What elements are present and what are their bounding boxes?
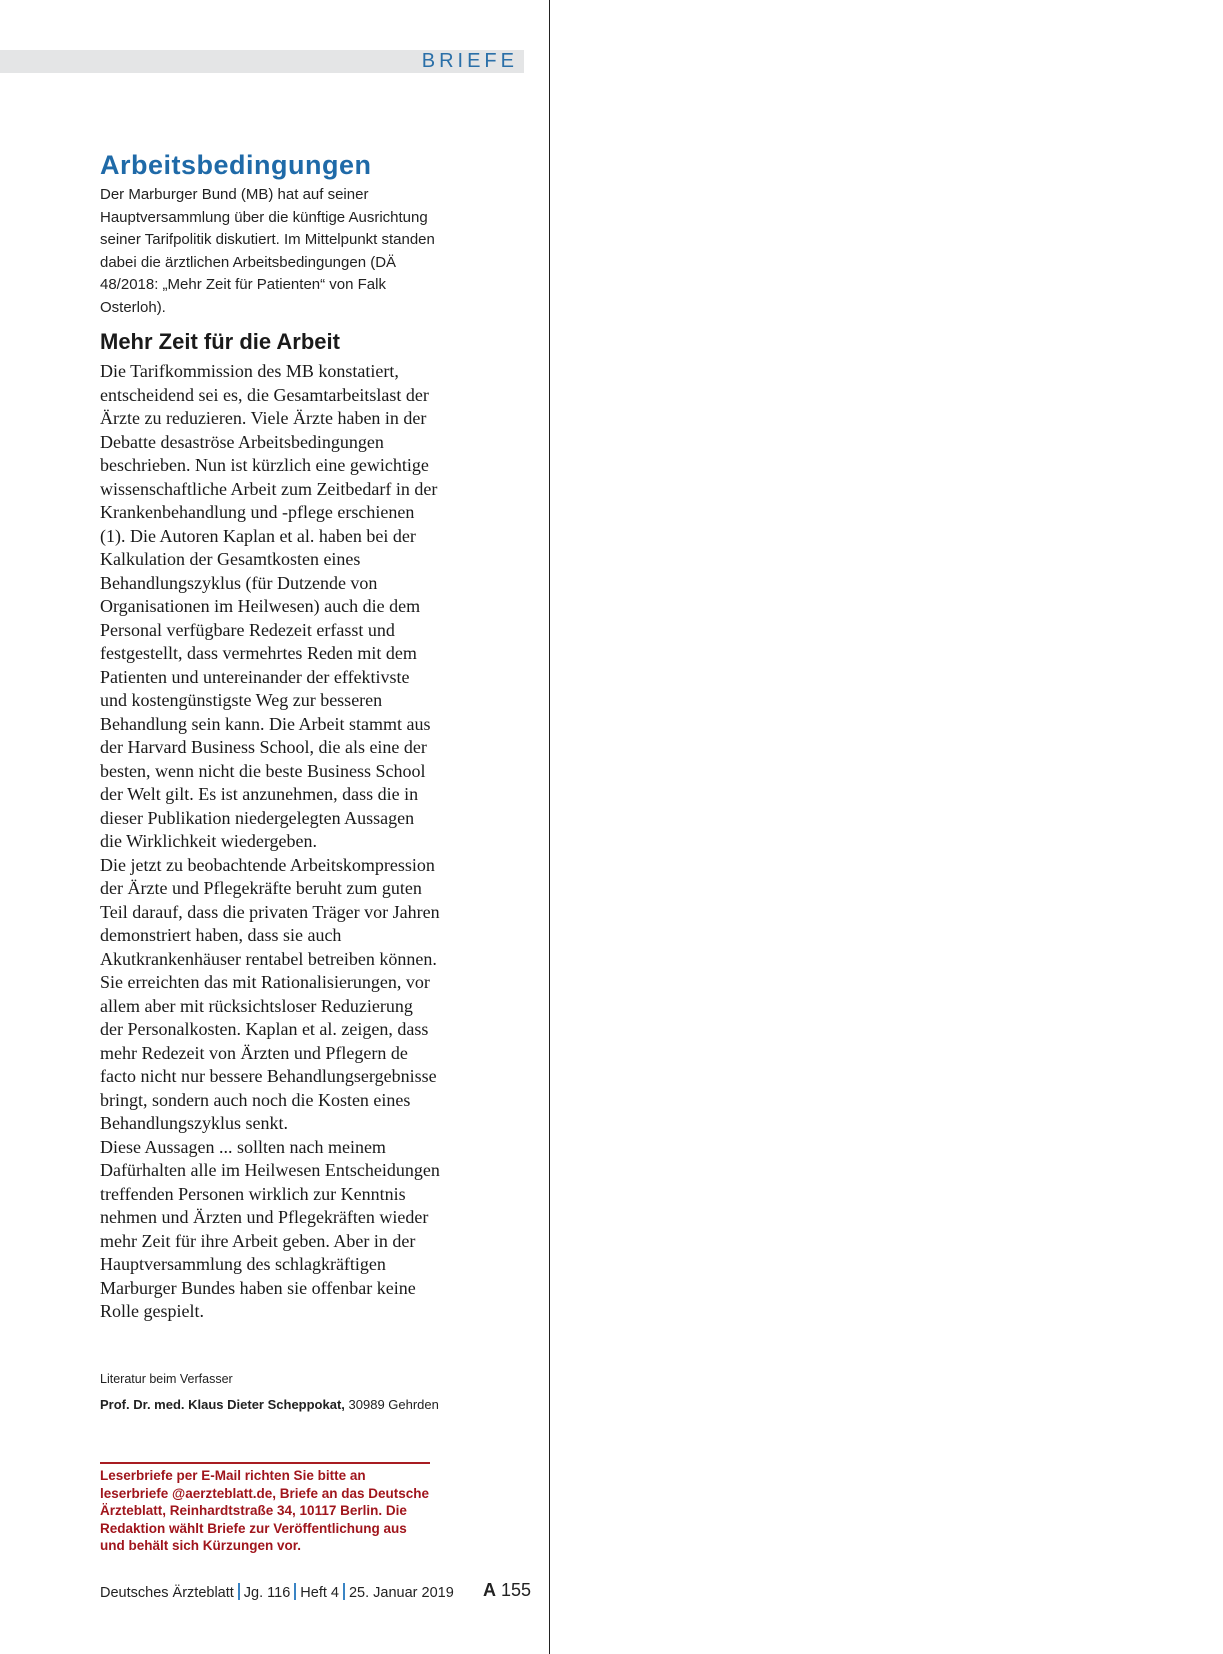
footer-journal: Deutsches Ärzteblatt bbox=[100, 1585, 234, 1601]
literature-note: Literatur beim Verfasser bbox=[100, 1372, 233, 1386]
footer-volume: Jg. 116 bbox=[243, 1585, 291, 1601]
footer-separator bbox=[238, 1583, 240, 1600]
body-paragraph: Die jetzt zu beobachtende Arbeitskompression der Ärzte und Pflegekräfte beruht zum guten Teil darauf, dass die privaten Träger vor Jahren demonstriert haben, dass sie auch Akutkrankenhäuser rentabel betreiben können. Sie erreichten das mit Rationalisierungen, vor allem aber mit rücksichtsloser Reduzierung der Personalkosten. Kaplan et al. zeigen, dass mehr Redezeit von Ärzten und Pflegern de facto nicht nur bessere Behandlungsergebnisse bringt, sondern auch noch die Kosten eines Behandlungszyklus senkt. bbox=[100, 854, 440, 1133]
page-number bbox=[483, 1580, 531, 1601]
submission-note: Leserbriefe per E-Mail richten Sie bitte an leserbriefe @aerzteblatt.de, Briefe an das Deutsche Ärzteblatt, Reinhardtstraße 34, 10117 Berlin. Die Redaktion wählt Briefe zur Veröffentlichung aus und behält sich Kürzungen vor. bbox=[100, 1468, 430, 1553]
article-intro: Der Marburger Bund (MB) hat auf seiner Hauptversammlung über die künftige Ausrichtung seiner Tarifpolitik diskutiert. Im Mittelpunkt standen dabei die ärztlichen Arbeitsbedingungen (DÄ 48/2018: „Mehr Zeit für Patienten“ von Falk Osterloh). bbox=[100, 186, 435, 316]
author-name: Prof. Dr. med. Klaus Dieter Scheppokat, bbox=[100, 1397, 345, 1412]
footer-date: 25. Januar 2019 bbox=[348, 1585, 454, 1601]
note-rule bbox=[100, 1462, 430, 1464]
section-bar bbox=[0, 50, 524, 73]
author-place: 30989 Gehrden bbox=[344, 1397, 439, 1412]
column-divider bbox=[549, 0, 550, 1654]
article-headline: Mehr Zeit für die Arbeit bbox=[100, 329, 340, 354]
section-label: BRIEFE bbox=[421, 50, 518, 72]
author-line bbox=[100, 1397, 439, 1412]
body-paragraph: Die Tarifkommission des MB konstatiert, entscheidend sei es, die Gesamtarbeitslast der Ärzte zu reduzieren. Viele Ärzte haben in der Debatte desaströse Arbeitsbedingungen beschrieben. Nun ist kürzlich eine gewichtige wissenschaftliche Arbeit zum Zeitbedarf in der Krankenbehandlung und -pflege erschienen (1). Die Autoren Kaplan et al. haben bei der Kalkulation der Gesamtkosten eines Behandlungszyklus (für Dutzende von Organisationen im Heilwesen) auch die dem Personal verfügbare Redezeit erfasst und festgestellt, dass vermehrtes Reden mit dem Patienten und untereinander der effektivste und kostengünstigste Weg zur besseren Behandlung sein kann. Die Arbeit stammt aus der Harvard Business School, die als eine der besten, wenn nicht die beste Business School der Welt gilt. Es ist anzunehmen, dass die in dieser Publikation niedergelegten Aussagen die Wirklichkeit wiedergeben. bbox=[100, 361, 438, 851]
page-footer bbox=[100, 1583, 454, 1601]
body-paragraph: Diese Aussagen ... sollten nach meinem Dafürhalten alle im Heilwesen Entscheidungen treffenden Personen wirklich zur Kenntnis nehmen und Ärzten und Pflegekräften wieder mehr Zeit für ihre Arbeit geben. Aber in der Hauptversammlung des schlagkräftigen Marburger Bundes haben sie offenbar keine Rolle gespielt. bbox=[100, 1136, 440, 1321]
article-body bbox=[100, 360, 440, 1324]
page-prefix: A bbox=[483, 1580, 496, 1600]
page-number-value: 155 bbox=[501, 1580, 532, 1600]
footer-issue: Heft 4 bbox=[300, 1585, 339, 1601]
footer-separator bbox=[343, 1583, 345, 1600]
footer-separator bbox=[294, 1583, 296, 1600]
article-topic: Arbeitsbedingungen bbox=[100, 150, 372, 180]
